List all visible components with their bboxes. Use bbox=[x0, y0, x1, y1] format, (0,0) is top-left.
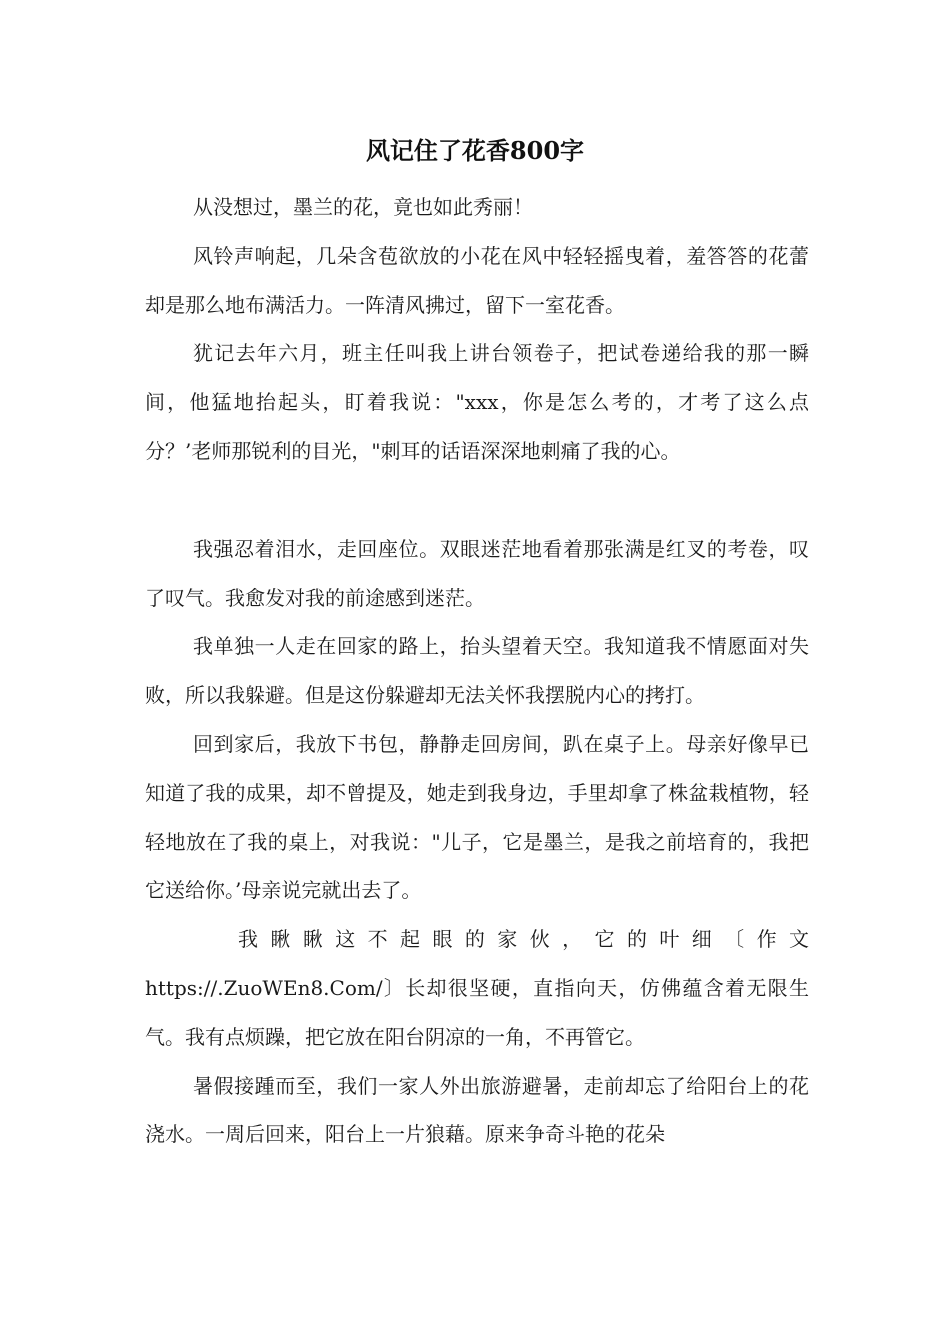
paragraph-5: 我单独一人走在回家的路上，抬头望着天空。我知道我不情愿面对失败，所以我躲避。但是这份躲避却无法关怀我摆脱内心的拷打。 bbox=[145, 634, 809, 708]
paragraph-4: 我强忍着泪水，走回座位。双眼迷茫地看着那张满是红叉的考卷，叹了叹气。我愈发对我的前途感到迷茫。 bbox=[145, 536, 809, 610]
paragraph-8: 暑假接踵而至，我们一家人外出旅游避暑，走前却忘了给阳台上的花浇水。一周后回来，阳台上一片狼藉。原来争奇斗艳的花朵 bbox=[145, 1073, 809, 1147]
paragraph-3: 犹记去年六月，班主任叫我上讲台领卷子，把试卷递给我的那一瞬间，他猛地抬起头，盯着我说："xxx，你是怎么考的，才考了这么点分？’老师那锐利的目光，"刺耳的话语深深地刺痛了我的心。 bbox=[145, 341, 809, 463]
page-title: 风记住了花香800字 bbox=[365, 136, 585, 165]
paragraph-1: 从没想过，墨兰的花，竟也如此秀丽！ bbox=[193, 195, 533, 219]
paragraph-2: 风铃声响起，几朵含苞欲放的小花在风中轻轻摇曳着，羞答答的花蕾却是那么地布满活力。一阵清风拂过，留下一室花香。 bbox=[145, 243, 809, 317]
article-body bbox=[145, 183, 809, 1159]
paragraph-7: 我瞅瞅这不起眼的家伙，它的叶细〔作文https://.ZuoWEn8.Com/〕长却很坚硬，直指向天，仿佛蕴含着无限生气。我有点烦躁，把它放在阳台阴凉的一角，不再管它。 bbox=[145, 927, 809, 1049]
paragraph-6: 回到家后，我放下书包，静静走回房间，趴在桌子上。母亲好像早已知道了我的成果，却不曾提及，她走到我身边，手里却拿了株盆栽植物，轻轻地放在了我的桌上，对我说："儿子，它是墨兰，是我之前培育的，我把它送给你。’母亲说完就出去了。 bbox=[145, 731, 809, 903]
